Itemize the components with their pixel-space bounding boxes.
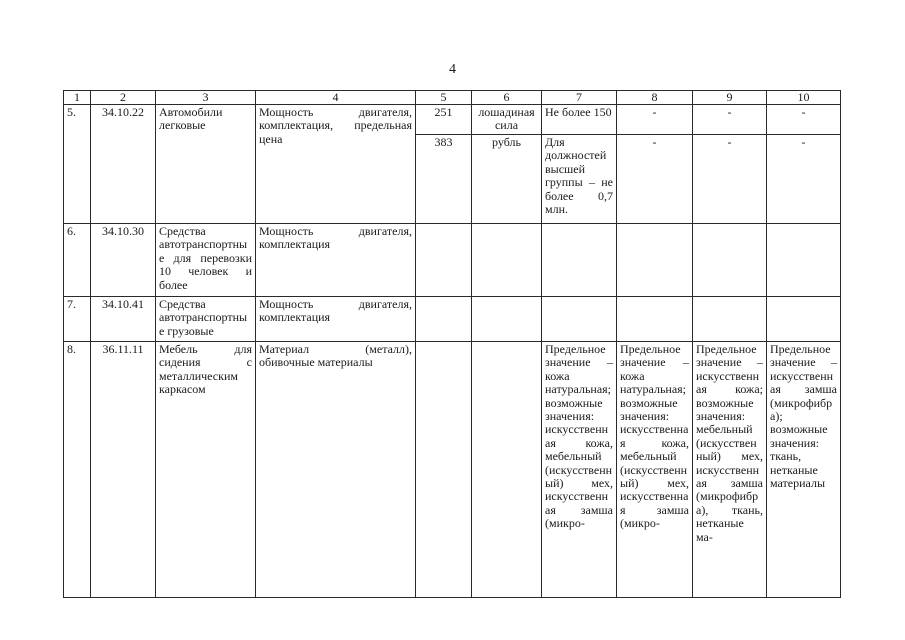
item-name: Средства автотранспортные для перевозки 10 человек и более [156,224,256,297]
item-name: Средства автотранспортные грузовые [156,297,256,342]
empty-cell [617,297,693,342]
row-number: 8. [64,342,91,598]
table-header-row [64,91,841,105]
value-cell [542,342,617,598]
value-cell: - [693,135,767,224]
unit-name: рубль [472,135,542,224]
empty-cell [617,224,693,297]
value-text: Предельное значение – кожа натуральная; возможные значения: искусственная кожа, мебельный (искусственный) мех, искусственная замша (микро- [545,343,613,531]
value-cell: - [617,135,693,224]
value-cell: - [767,135,841,224]
unit-code: 383 [416,135,472,224]
empty-cell [416,224,472,297]
item-characteristics: Мощность двигателя, комплектация, предельная цена [256,105,416,224]
row-number: 7. [64,297,91,342]
header-cell: 10 [767,91,841,105]
okpd-code: 34.10.41 [91,297,156,342]
value-text: Предельное значение – кожа натуральная; возможные значения: искусственная кожа, мебельный (искусственный) мех, искусственная замша (микро- [620,343,689,531]
header-cell: 6 [472,91,542,105]
value-cell: - [617,105,693,135]
header-cell: 8 [617,91,693,105]
requirements-table [63,90,841,598]
table-row [64,224,841,297]
value-cell: - [693,105,767,135]
empty-cell [767,297,841,342]
page-number: 4 [449,62,456,77]
table-row [64,105,841,135]
item-name: Мебель для сидения с металлическим каркасом [156,342,256,598]
header-cell: 3 [156,91,256,105]
table-row [64,297,841,342]
value-cell [693,342,767,598]
header-cell: 9 [693,91,767,105]
empty-cell [472,297,542,342]
okpd-code: 34.10.30 [91,224,156,297]
unit-name: лошадиная сила [472,105,542,135]
header-cell: 1 [64,91,91,105]
header-cell: 7 [542,91,617,105]
empty-cell [472,342,542,598]
header-cell: 2 [91,91,156,105]
value-text: Предельное значение – искусственная замша (микрофибра); возможные значения: ткань, нетканые материалы [770,343,837,491]
empty-cell [416,342,472,598]
empty-cell [693,224,767,297]
okpd-code: 36.11.11 [91,342,156,598]
okpd-code: 34.10.22 [91,105,156,224]
value-cell: Для должностей высшей группы – не более 0,7 млн. [542,135,617,224]
item-characteristics: Материал (металл), обивочные материалы [256,342,416,598]
empty-cell [416,297,472,342]
header-cell: 4 [256,91,416,105]
header-cell: 5 [416,91,472,105]
value-cell: - [767,105,841,135]
value-text: Предельное значение – искусственная кожа; возможные значения: мебельный (искусственный) мех, искусственная замша (микрофибра), ткань, нетканые ма- [696,343,763,544]
row-number: 6. [64,224,91,297]
value-cell: Не более 150 [542,105,617,135]
value-cell [767,342,841,598]
empty-cell [767,224,841,297]
item-characteristics: Мощность двигателя, комплектация [256,224,416,297]
row-number: 5. [64,105,91,224]
table-row [64,342,841,598]
item-characteristics: Мощность двигателя, комплектация [256,297,416,342]
empty-cell [542,297,617,342]
empty-cell [542,224,617,297]
unit-code: 251 [416,105,472,135]
item-name: Автомобили легковые [156,105,256,224]
empty-cell [693,297,767,342]
empty-cell [472,224,542,297]
value-cell [617,342,693,598]
